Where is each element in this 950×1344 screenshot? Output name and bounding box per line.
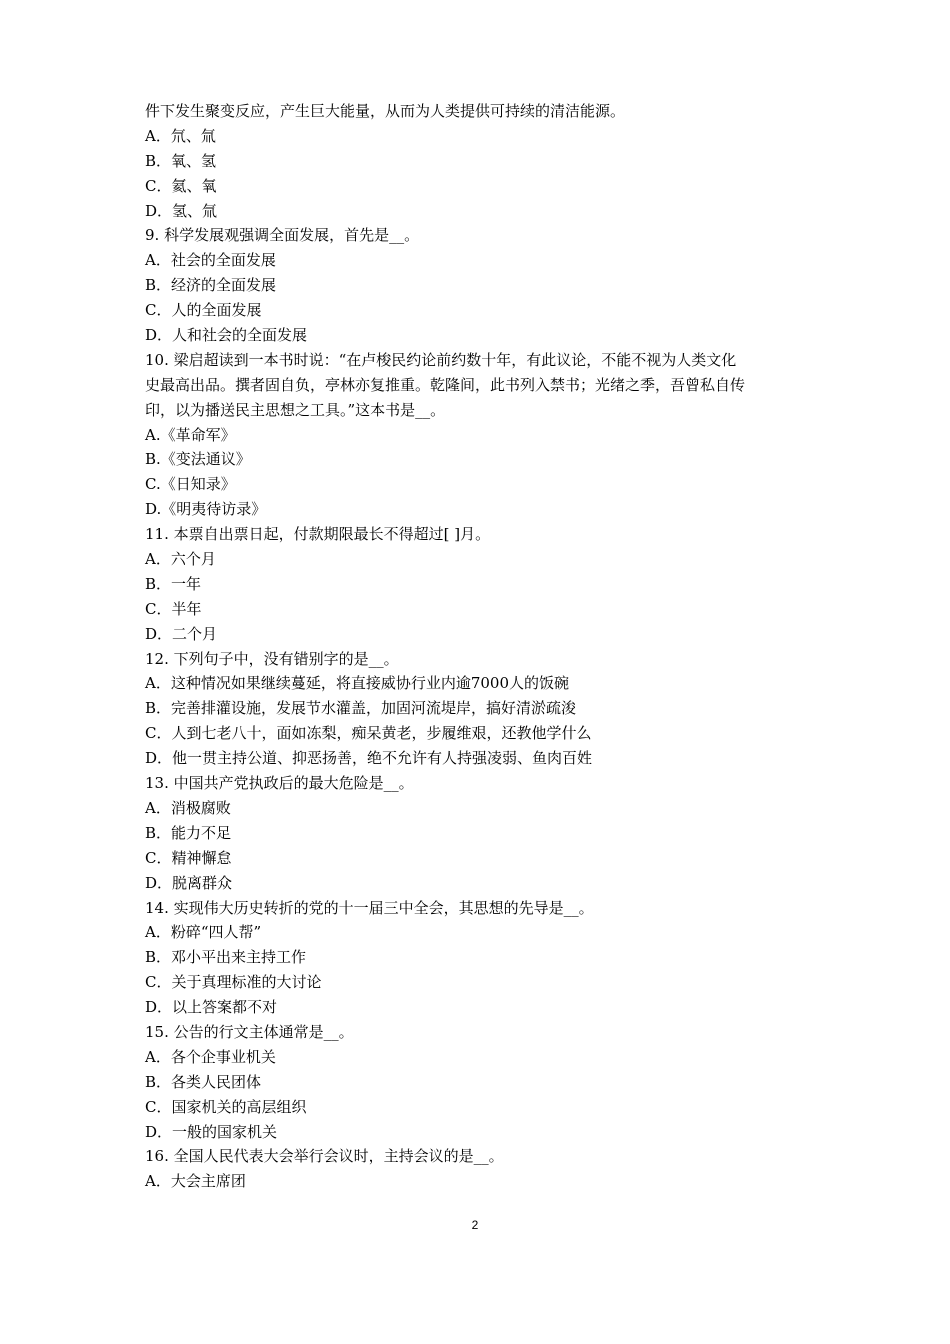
option-line: C．精神懈怠: [145, 848, 232, 867]
option-line: D．脱离群众: [145, 873, 233, 892]
option-line: C．氦、氧: [145, 176, 217, 195]
question-line: 史最高出品。撰者固自负，亭林亦复推重。乾隆间，此书列入禁书；光绪之季，吾曾私自传: [145, 375, 746, 394]
option-line: D.《明夷待访录》: [145, 500, 267, 519]
option-line: C.《日知录》: [145, 475, 236, 494]
option-line: B．邓小平出来主持工作: [145, 948, 307, 967]
option-line: D．氢、氚: [145, 201, 218, 220]
option-line: D．人和社会的全面发展: [145, 326, 308, 345]
option-line: A．各个企事业机关: [145, 1047, 276, 1066]
option-line: C．国家机关的高层组织: [145, 1097, 307, 1116]
question-line: 印，以为播送民主思想之工具。”这本书是__。: [145, 400, 446, 419]
question-line: 11. 本票自出票日起，付款期限最长不得超过[ ]月。: [145, 525, 491, 544]
option-line: A．粉碎“四人帮”: [145, 923, 262, 942]
option-line: A．社会的全面发展: [145, 251, 276, 270]
question-line: 13. 中国共产党执政后的最大危险是__。: [145, 774, 414, 793]
option-line: B．一年: [145, 574, 202, 593]
option-line: C．关于真理标准的大讨论: [145, 973, 322, 992]
option-line: A．氘、氚: [145, 126, 216, 145]
option-line: B.《变法通议》: [145, 450, 251, 469]
option-line: C．半年: [145, 599, 202, 618]
document-body: [145, 99, 825, 1194]
page-number: 2: [471, 1218, 479, 1232]
question-line: 14. 实现伟大历史转折的党的十一届三中全会，其思想的先导是__。: [145, 898, 594, 917]
option-line: B．能力不足: [145, 823, 232, 842]
question-line: 15. 公告的行文主体通常是__。: [145, 1022, 354, 1041]
option-line: A.《革命军》: [145, 425, 236, 444]
text-line: 件下发生聚变反应，产生巨大能量，从而为人类提供可持续的清洁能源。: [145, 102, 626, 120]
option-line: B．氧、氢: [145, 151, 217, 170]
question-line: 16. 全国人民代表大会举行会议时，主持会议的是__。: [145, 1147, 504, 1166]
option-line: B．各类人民团体: [145, 1072, 262, 1091]
option-line: A．这种情况如果继续蔓延，将直接威协行业内逾7000人的饭碗: [145, 674, 570, 693]
question-line: 12. 下列句子中，没有错别字的是__。: [145, 649, 399, 668]
option-line: B．完善排灌设施，发展节水灌盖，加固河流堤岸，搞好清淤疏浚: [145, 699, 577, 718]
option-line: A．六个月: [145, 550, 216, 569]
option-line: C．人到七老八十，面如冻梨，痴呆黄老，步履维艰，还教他学什么: [145, 724, 592, 743]
question-line: 9. 科学发展观强调全面发展，首先是__。: [145, 226, 420, 245]
option-line: D．他一贯主持公道、抑恶扬善，绝不允许有人持强凌弱、鱼肉百姓: [145, 749, 593, 768]
option-line: B．经济的全面发展: [145, 276, 277, 295]
question-line: 10. 梁启超读到一本书时说：“在卢梭民约论前约数十年，有此议论，不能不视为人类文化: [145, 350, 737, 369]
option-line: A．大会主席团: [145, 1172, 246, 1191]
option-line: C．人的全面发展: [145, 301, 262, 320]
option-line: A．消极腐败: [145, 798, 231, 817]
option-line: D．二个月: [145, 624, 218, 643]
option-line: D．以上答案都不对: [145, 998, 278, 1017]
option-line: D．一般的国家机关: [145, 1122, 278, 1141]
